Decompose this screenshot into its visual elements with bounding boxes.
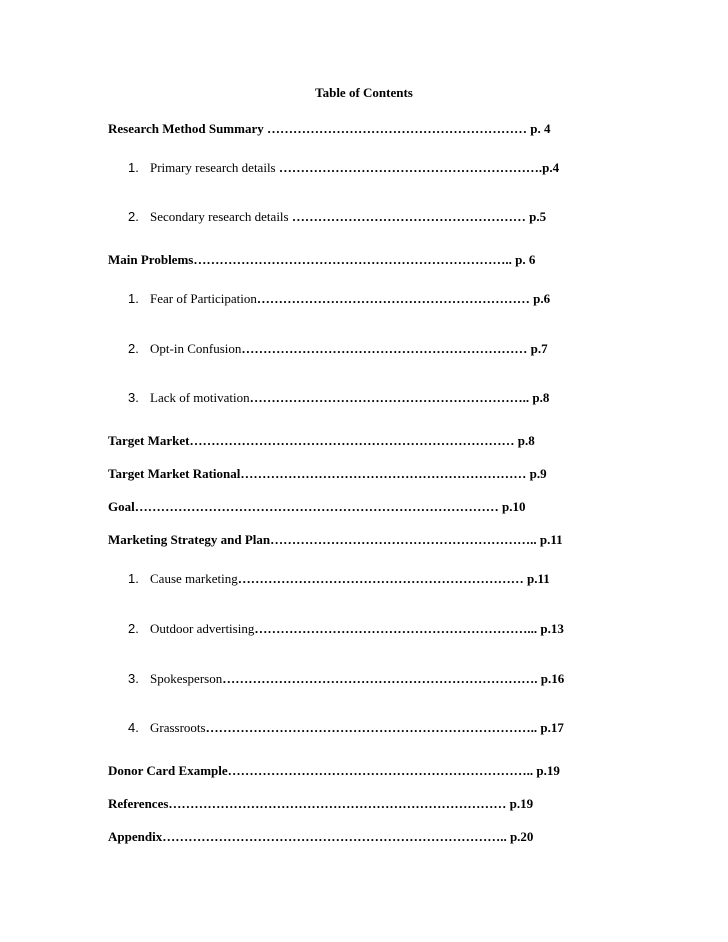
entry-leader: ………………………………………………………………….. bbox=[205, 720, 541, 735]
toc-entry-goal bbox=[108, 498, 525, 516]
toc-entry-target-market bbox=[108, 432, 535, 450]
entry-label: Secondary research details bbox=[150, 209, 289, 224]
entry-label: Target Market bbox=[108, 433, 190, 448]
entry-page: p.9 bbox=[529, 466, 547, 481]
entry-number: 1. bbox=[128, 571, 139, 586]
entry-page: p. 6 bbox=[515, 252, 536, 267]
entry-leader: …………………………………………………………….. bbox=[227, 763, 537, 778]
entry-number: 2. bbox=[128, 341, 139, 356]
entry-leader: ……………………………………………………… bbox=[256, 291, 534, 306]
toc-entry-appendix bbox=[108, 828, 533, 846]
entry-leader: ……………………………………………………. bbox=[275, 160, 543, 175]
entry-leader: …………………………………………………………………… bbox=[168, 796, 510, 811]
entry-page: p.5 bbox=[529, 209, 547, 224]
entry-leader: …………………………………………………… bbox=[263, 121, 531, 136]
entry-label: Target Market Rational bbox=[108, 466, 241, 481]
entry-label: References bbox=[108, 796, 169, 811]
entry-page: p.6 bbox=[533, 291, 551, 306]
toc-entry-lack-of-motivation bbox=[128, 389, 549, 407]
entry-page: p.20 bbox=[509, 829, 534, 844]
entry-leader: ………………………………………………………… bbox=[240, 466, 530, 481]
entry-leader: …………………………………………………….. bbox=[270, 532, 540, 547]
entry-number: 3. bbox=[128, 390, 139, 405]
entry-leader: ………………………………………………………………………… bbox=[134, 499, 502, 514]
entry-label: Main Problems bbox=[108, 252, 194, 267]
entry-number: 3. bbox=[128, 671, 139, 686]
entry-number: 1. bbox=[128, 160, 139, 175]
entry-page: p.8 bbox=[532, 390, 550, 405]
entry-page: p.11 bbox=[526, 571, 550, 586]
entry-number: 1. bbox=[128, 291, 139, 306]
entry-leader: ………………………………………………………… bbox=[237, 571, 527, 586]
toc-entry-outdoor-advertising bbox=[128, 620, 564, 638]
toc-entry-opt-in-confusion bbox=[128, 340, 548, 358]
entry-leader: ………………………………………………………... bbox=[254, 621, 541, 636]
entry-label: Opt-in Confusion bbox=[150, 341, 242, 356]
entry-page: p. 4 bbox=[530, 121, 551, 136]
entry-page: p.8 bbox=[517, 433, 535, 448]
entry-page: p.4 bbox=[542, 160, 560, 175]
toc-title: Table of Contents bbox=[315, 85, 413, 100]
toc-entry-cause-marketing bbox=[128, 570, 550, 588]
entry-label: Primary research details bbox=[150, 160, 276, 175]
toc-entry-donor-card-example bbox=[108, 762, 560, 780]
entry-label: Fear of Participation bbox=[150, 291, 257, 306]
entry-label: Grassroots bbox=[150, 720, 206, 735]
toc-entry-marketing-strategy-and-plan bbox=[108, 531, 563, 549]
toc-entry-research-method-summary bbox=[108, 120, 550, 138]
entry-page: p.11 bbox=[539, 532, 563, 547]
entry-label: Spokesperson bbox=[150, 671, 223, 686]
entry-number: 4. bbox=[128, 720, 139, 735]
entry-page: p.19 bbox=[509, 796, 534, 811]
entry-page: p.7 bbox=[530, 341, 548, 356]
entry-leader: ………………………………………………………………. bbox=[222, 671, 541, 686]
entry-label: Lack of motivation bbox=[150, 390, 250, 405]
entry-label: Research Method Summary bbox=[108, 121, 264, 136]
toc-entry-target-market-rational bbox=[108, 465, 547, 483]
toc-entry-secondary-research-details bbox=[128, 208, 546, 226]
entry-leader: ……………………………………………… bbox=[288, 209, 530, 224]
toc-entry-spokesperson bbox=[128, 670, 564, 688]
entry-number: 2. bbox=[128, 621, 139, 636]
toc-entry-fear-of-participation bbox=[128, 290, 550, 308]
entry-label: Goal bbox=[108, 499, 135, 514]
entry-label: Appendix bbox=[108, 829, 163, 844]
entry-page: p.16 bbox=[540, 671, 565, 686]
entry-label: Donor Card Example bbox=[108, 763, 228, 778]
entry-leader: …………………………………………………………………….. bbox=[162, 829, 510, 844]
entry-label: Cause marketing bbox=[150, 571, 238, 586]
entry-page: p.13 bbox=[540, 621, 564, 636]
toc-entry-main-problems bbox=[108, 251, 535, 269]
entry-label: Outdoor advertising bbox=[150, 621, 255, 636]
toc-entry-references bbox=[108, 795, 533, 813]
entry-number: 2. bbox=[128, 209, 139, 224]
entry-leader: ………………………………………………………………… bbox=[189, 433, 518, 448]
entry-leader: ………………………………………………………… bbox=[241, 341, 531, 356]
entry-page: p.19 bbox=[536, 763, 560, 778]
entry-leader: ……………………………………………………….. bbox=[249, 390, 533, 405]
entry-leader: ……………………………………………………………….. bbox=[193, 252, 516, 267]
toc-entry-primary-research-details bbox=[128, 159, 559, 177]
toc-entry-grassroots bbox=[128, 719, 564, 737]
entry-page: p.10 bbox=[501, 499, 526, 514]
entry-label: Marketing Strategy and Plan bbox=[108, 532, 271, 547]
entry-page: p.17 bbox=[540, 720, 564, 735]
